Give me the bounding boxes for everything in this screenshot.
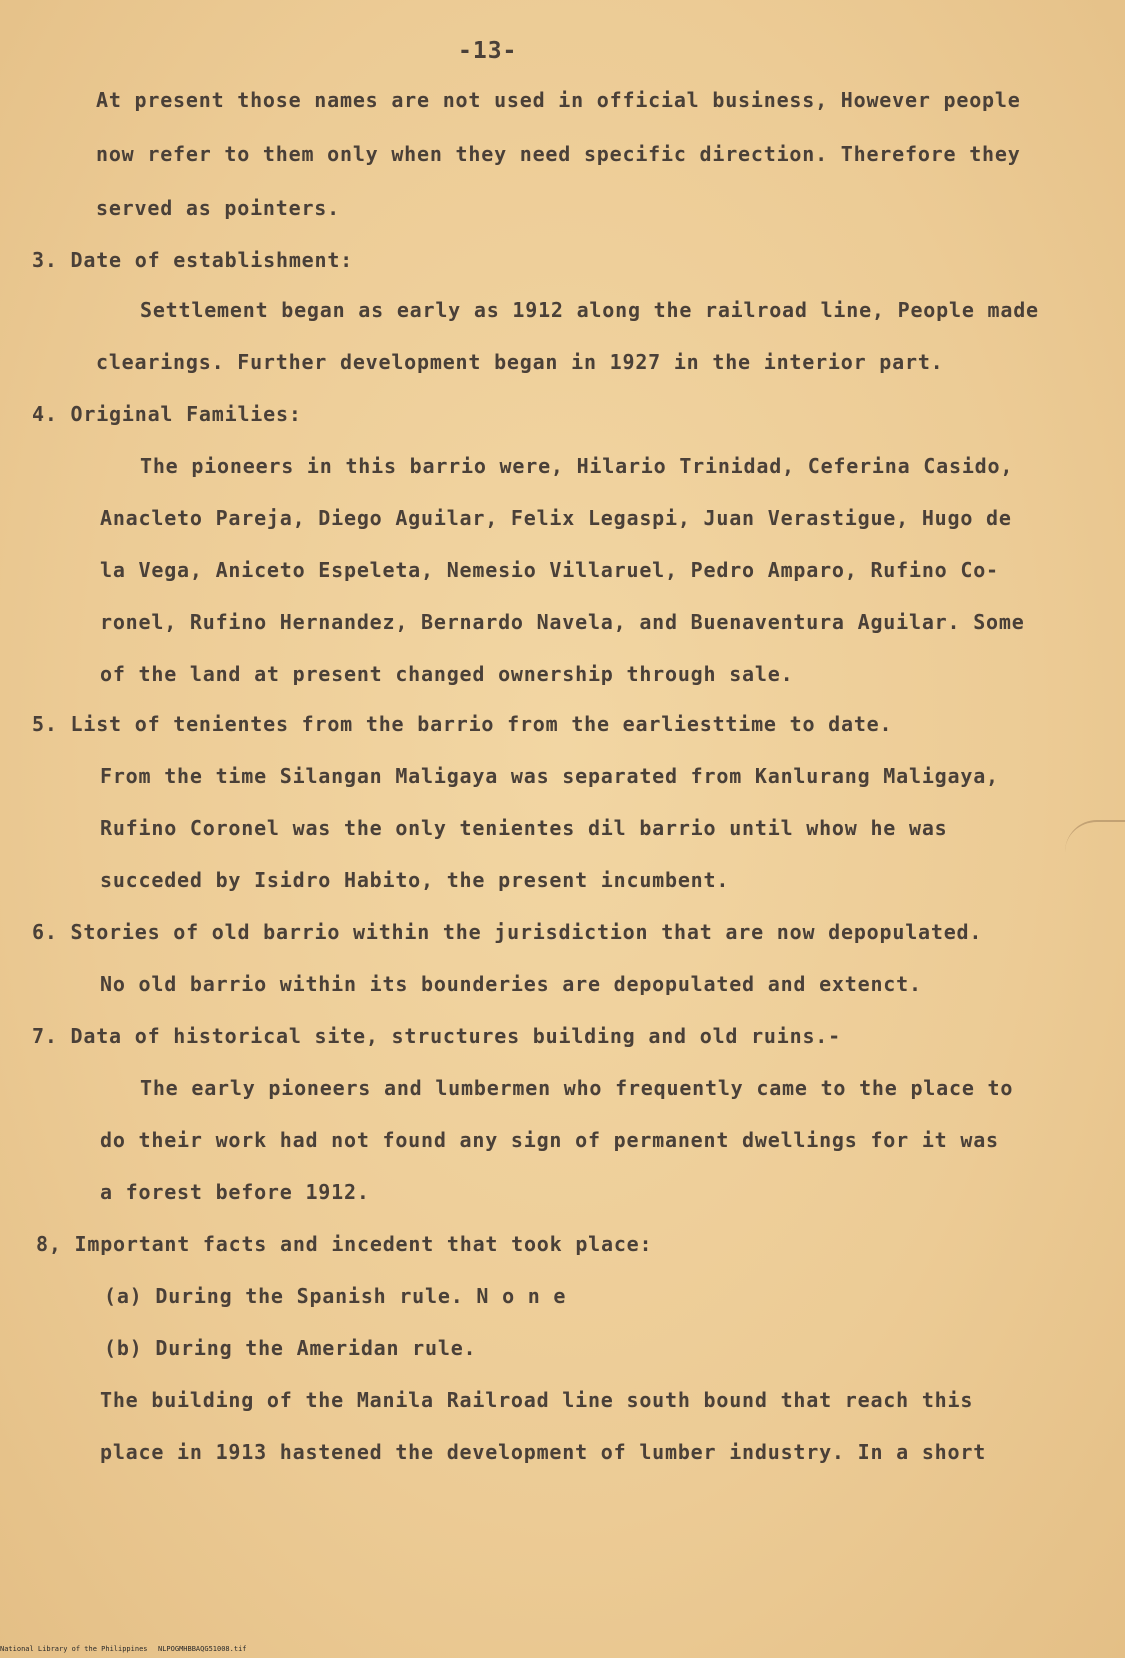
text-line: la Vega, Aniceto Espeleta, Nemesio Villaruel, Pedro Amparo, Rufino Co- [100, 558, 999, 582]
text-line: No old barrio within its bounderies are depopulated and extenct. [100, 972, 922, 996]
text-line: Settlement began as early as 1912 along the railroad line, People made [140, 298, 1039, 322]
text-line: do their work had not found any sign of permanent dwellings for it was [100, 1128, 999, 1152]
section-heading: 6. Stories of old barrio within the jurisdiction that are now depopulated. [32, 920, 983, 944]
section-heading: 4. Original Families: [32, 402, 302, 426]
paper-crease [1065, 820, 1125, 852]
text-line: Anacleto Pareja, Diego Aguilar, Felix Legaspi, Juan Verastigue, Hugo de [100, 506, 1012, 530]
text-line: a forest before 1912. [100, 1180, 370, 1204]
text-line: of the land at present changed ownership through sale. [100, 662, 794, 686]
section-heading: 8, Important facts and incedent that took place: [36, 1232, 653, 1256]
text-line: served as pointers. [96, 196, 340, 220]
text-line: (a) During the Spanish rule. N o n e [104, 1284, 567, 1308]
text-line: ronel, Rufino Hernandez, Bernardo Navela, and Buenaventura Aguilar. Some [100, 610, 1025, 634]
section-heading: 5. List of tenientes from the barrio from the earliesttime to date. [32, 712, 893, 736]
section-heading: 3. Date of establishment: [32, 248, 354, 272]
text-line: At present those names are not used in official business, However people [96, 88, 1021, 112]
text-line: The building of the Manila Railroad line south bound that reach this [100, 1388, 974, 1412]
page-number: -13- [458, 38, 518, 64]
text-line: The pioneers in this barrio were, Hilario Trinidad, Ceferina Casido, [140, 454, 1014, 478]
text-line: (b) During the Ameridan rule. [104, 1336, 477, 1360]
section-heading: 7. Data of historical site, structures building and old ruins.- [32, 1024, 841, 1048]
footer-filename: NLPOGMHBBAQG51008.tif [158, 1645, 247, 1653]
text-line: clearings. Further development began in 1927 in the interior part. [96, 350, 944, 374]
text-line: place in 1913 hastened the development of lumber industry. In a short [100, 1440, 987, 1464]
text-line: The early pioneers and lumbermen who frequently came to the place to [140, 1076, 1014, 1100]
text-line: From the time Silangan Maligaya was separated from Kanlurang Maligaya, [100, 764, 999, 788]
text-line: succeded by Isidro Habito, the present incumbent. [100, 868, 730, 892]
footer-library: National Library of the Philippines [0, 1645, 148, 1653]
text-line: Rufino Coronel was the only tenientes dil barrio until whow he was [100, 816, 948, 840]
text-line: now refer to them only when they need specific direction. Therefore they [96, 142, 1021, 166]
